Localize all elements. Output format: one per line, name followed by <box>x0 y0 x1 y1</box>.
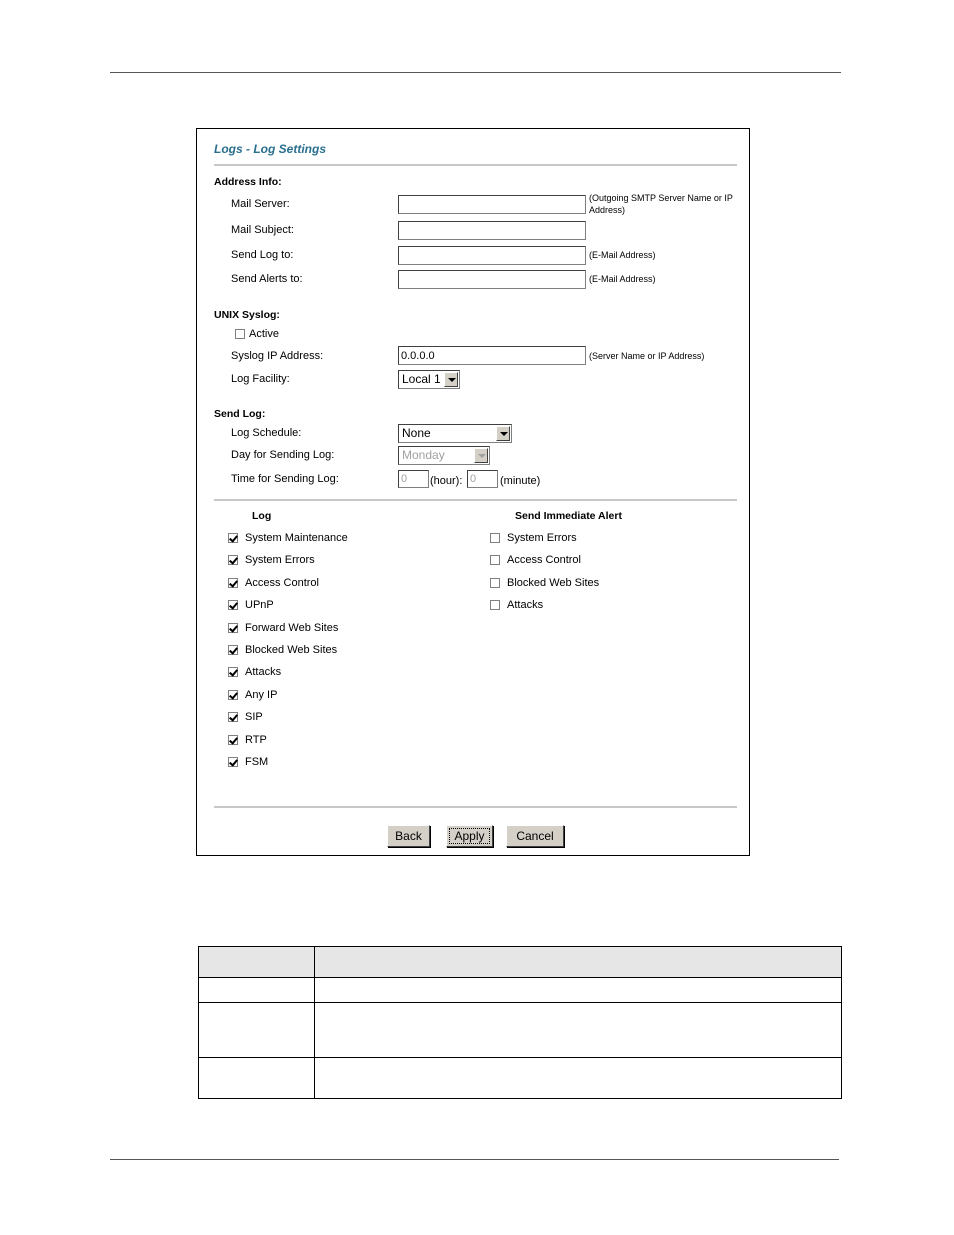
table-cell <box>315 978 842 1003</box>
alert-checkbox[interactable] <box>490 578 500 588</box>
send-alerts-to-label: Send Alerts to: <box>231 273 303 285</box>
log-checkbox-label: FSM <box>245 756 269 768</box>
mail-server-input[interactable] <box>398 195 586 214</box>
send-log-to-note: (E-Mail Address) <box>589 250 656 260</box>
title-divider <box>214 164 737 166</box>
log-checkbox[interactable] <box>228 533 238 543</box>
chevron-down-icon[interactable] <box>496 426 510 441</box>
mail-server-label: Mail Server: <box>231 198 290 210</box>
table-cell <box>315 1003 842 1058</box>
send-log-to-label: Send Log to: <box>231 249 294 261</box>
alert-checkbox[interactable] <box>490 555 500 565</box>
bottom-divider <box>214 806 737 808</box>
chevron-down-icon[interactable] <box>444 372 458 387</box>
alert-checkbox[interactable] <box>490 600 500 610</box>
log-checkbox[interactable] <box>228 690 238 700</box>
table-cell <box>199 1058 315 1099</box>
log-column-heading: Log <box>252 510 272 522</box>
mail-subject-input[interactable] <box>398 221 586 240</box>
log-checkbox-label: Blocked Web Sites <box>245 644 338 656</box>
log-facility-label: Log Facility: <box>231 373 290 385</box>
alert-checkbox-label: Access Control <box>507 554 581 567</box>
log-checkbox-label: UPnP <box>245 599 274 612</box>
send-alerts-to-note: (E-Mail Address) <box>589 274 656 284</box>
log-checkbox[interactable] <box>228 578 238 588</box>
unix-syslog-heading: UNIX Syslog: <box>214 309 280 321</box>
log-checkbox[interactable] <box>228 757 238 767</box>
table-row <box>199 1003 842 1058</box>
table-cell <box>315 1058 842 1099</box>
log-checkbox-label: SIP <box>245 711 263 724</box>
back-button[interactable]: Back <box>387 825 430 847</box>
log-checkbox[interactable] <box>228 735 238 745</box>
send-log-divider <box>214 499 737 501</box>
cancel-button[interactable]: Cancel <box>506 825 564 847</box>
time-for-sending-label: Time for Sending Log: <box>231 473 339 485</box>
hour-unit-label: (hour): <box>430 475 463 487</box>
table-cell <box>199 1003 315 1058</box>
log-schedule-label: Log Schedule: <box>231 427 302 439</box>
send-log-heading: Send Log: <box>214 408 266 420</box>
table-header-cell <box>315 947 842 978</box>
address-info-heading: Address Info: <box>214 176 282 188</box>
table-row <box>199 978 842 1003</box>
syslog-ip-note: (Server Name or IP Address) <box>589 351 705 361</box>
send-alerts-to-input[interactable] <box>398 270 586 289</box>
page-top-rule <box>110 72 841 73</box>
log-checkbox[interactable] <box>228 712 238 722</box>
mail-subject-label: Mail Subject: <box>231 224 294 236</box>
log-checkbox[interactable] <box>228 555 238 565</box>
day-for-sending-value: Monday <box>402 448 445 462</box>
log-checkbox[interactable] <box>228 667 238 677</box>
log-schedule-select[interactable] <box>398 424 512 443</box>
log-checkbox-label: System Maintenance <box>245 532 348 544</box>
log-checkbox-label: Forward Web Sites <box>245 621 339 634</box>
minute-unit-label: (minute) <box>500 475 541 487</box>
log-checkbox-label: System Errors <box>245 554 315 567</box>
log-checkbox-label: Attacks <box>245 666 282 679</box>
log-checkbox[interactable] <box>228 645 238 655</box>
alert-checkbox-label: Attacks <box>507 599 544 612</box>
table-cell <box>199 978 315 1003</box>
syslog-active-checkbox[interactable] <box>235 329 245 339</box>
log-checkbox[interactable] <box>228 600 238 610</box>
table-header-cell <box>199 947 315 978</box>
day-for-sending-label: Day for Sending Log: <box>231 449 335 461</box>
log-checkbox-label: Access Control <box>245 576 319 589</box>
minute-input[interactable] <box>467 470 498 488</box>
syslog-ip-input[interactable] <box>398 346 586 365</box>
syslog-active-label: Active <box>249 328 279 340</box>
alert-column-heading: Send Immediate Alert <box>515 510 622 522</box>
log-schedule-value: None <box>402 426 431 440</box>
send-log-to-input[interactable] <box>398 246 586 265</box>
log-settings-panel <box>196 128 750 856</box>
mail-server-note: (Outgoing SMTP Server Name or IP Address) <box>589 193 733 215</box>
alert-checkbox-label: Blocked Web Sites <box>507 576 600 589</box>
log-facility-select[interactable] <box>398 370 460 389</box>
syslog-ip-label: Syslog IP Address: <box>231 350 324 362</box>
table-header-row <box>199 947 842 978</box>
hour-input[interactable] <box>398 470 429 488</box>
page-bottom-rule <box>110 1159 839 1160</box>
log-checkbox[interactable] <box>228 623 238 633</box>
day-for-sending-select[interactable] <box>398 446 490 465</box>
page-title: Logs - Log Settings <box>214 142 326 156</box>
table-row <box>199 1058 842 1099</box>
alert-checkbox[interactable] <box>490 533 500 543</box>
description-table <box>198 946 842 1099</box>
chevron-down-icon[interactable] <box>474 448 488 463</box>
log-checkbox-label: Any IP <box>245 688 278 701</box>
log-checkbox-label: RTP <box>245 733 267 746</box>
log-facility-value: Local 1 <box>402 372 441 386</box>
alert-checkbox-label: System Errors <box>507 532 577 544</box>
apply-button[interactable]: Apply <box>446 825 493 847</box>
